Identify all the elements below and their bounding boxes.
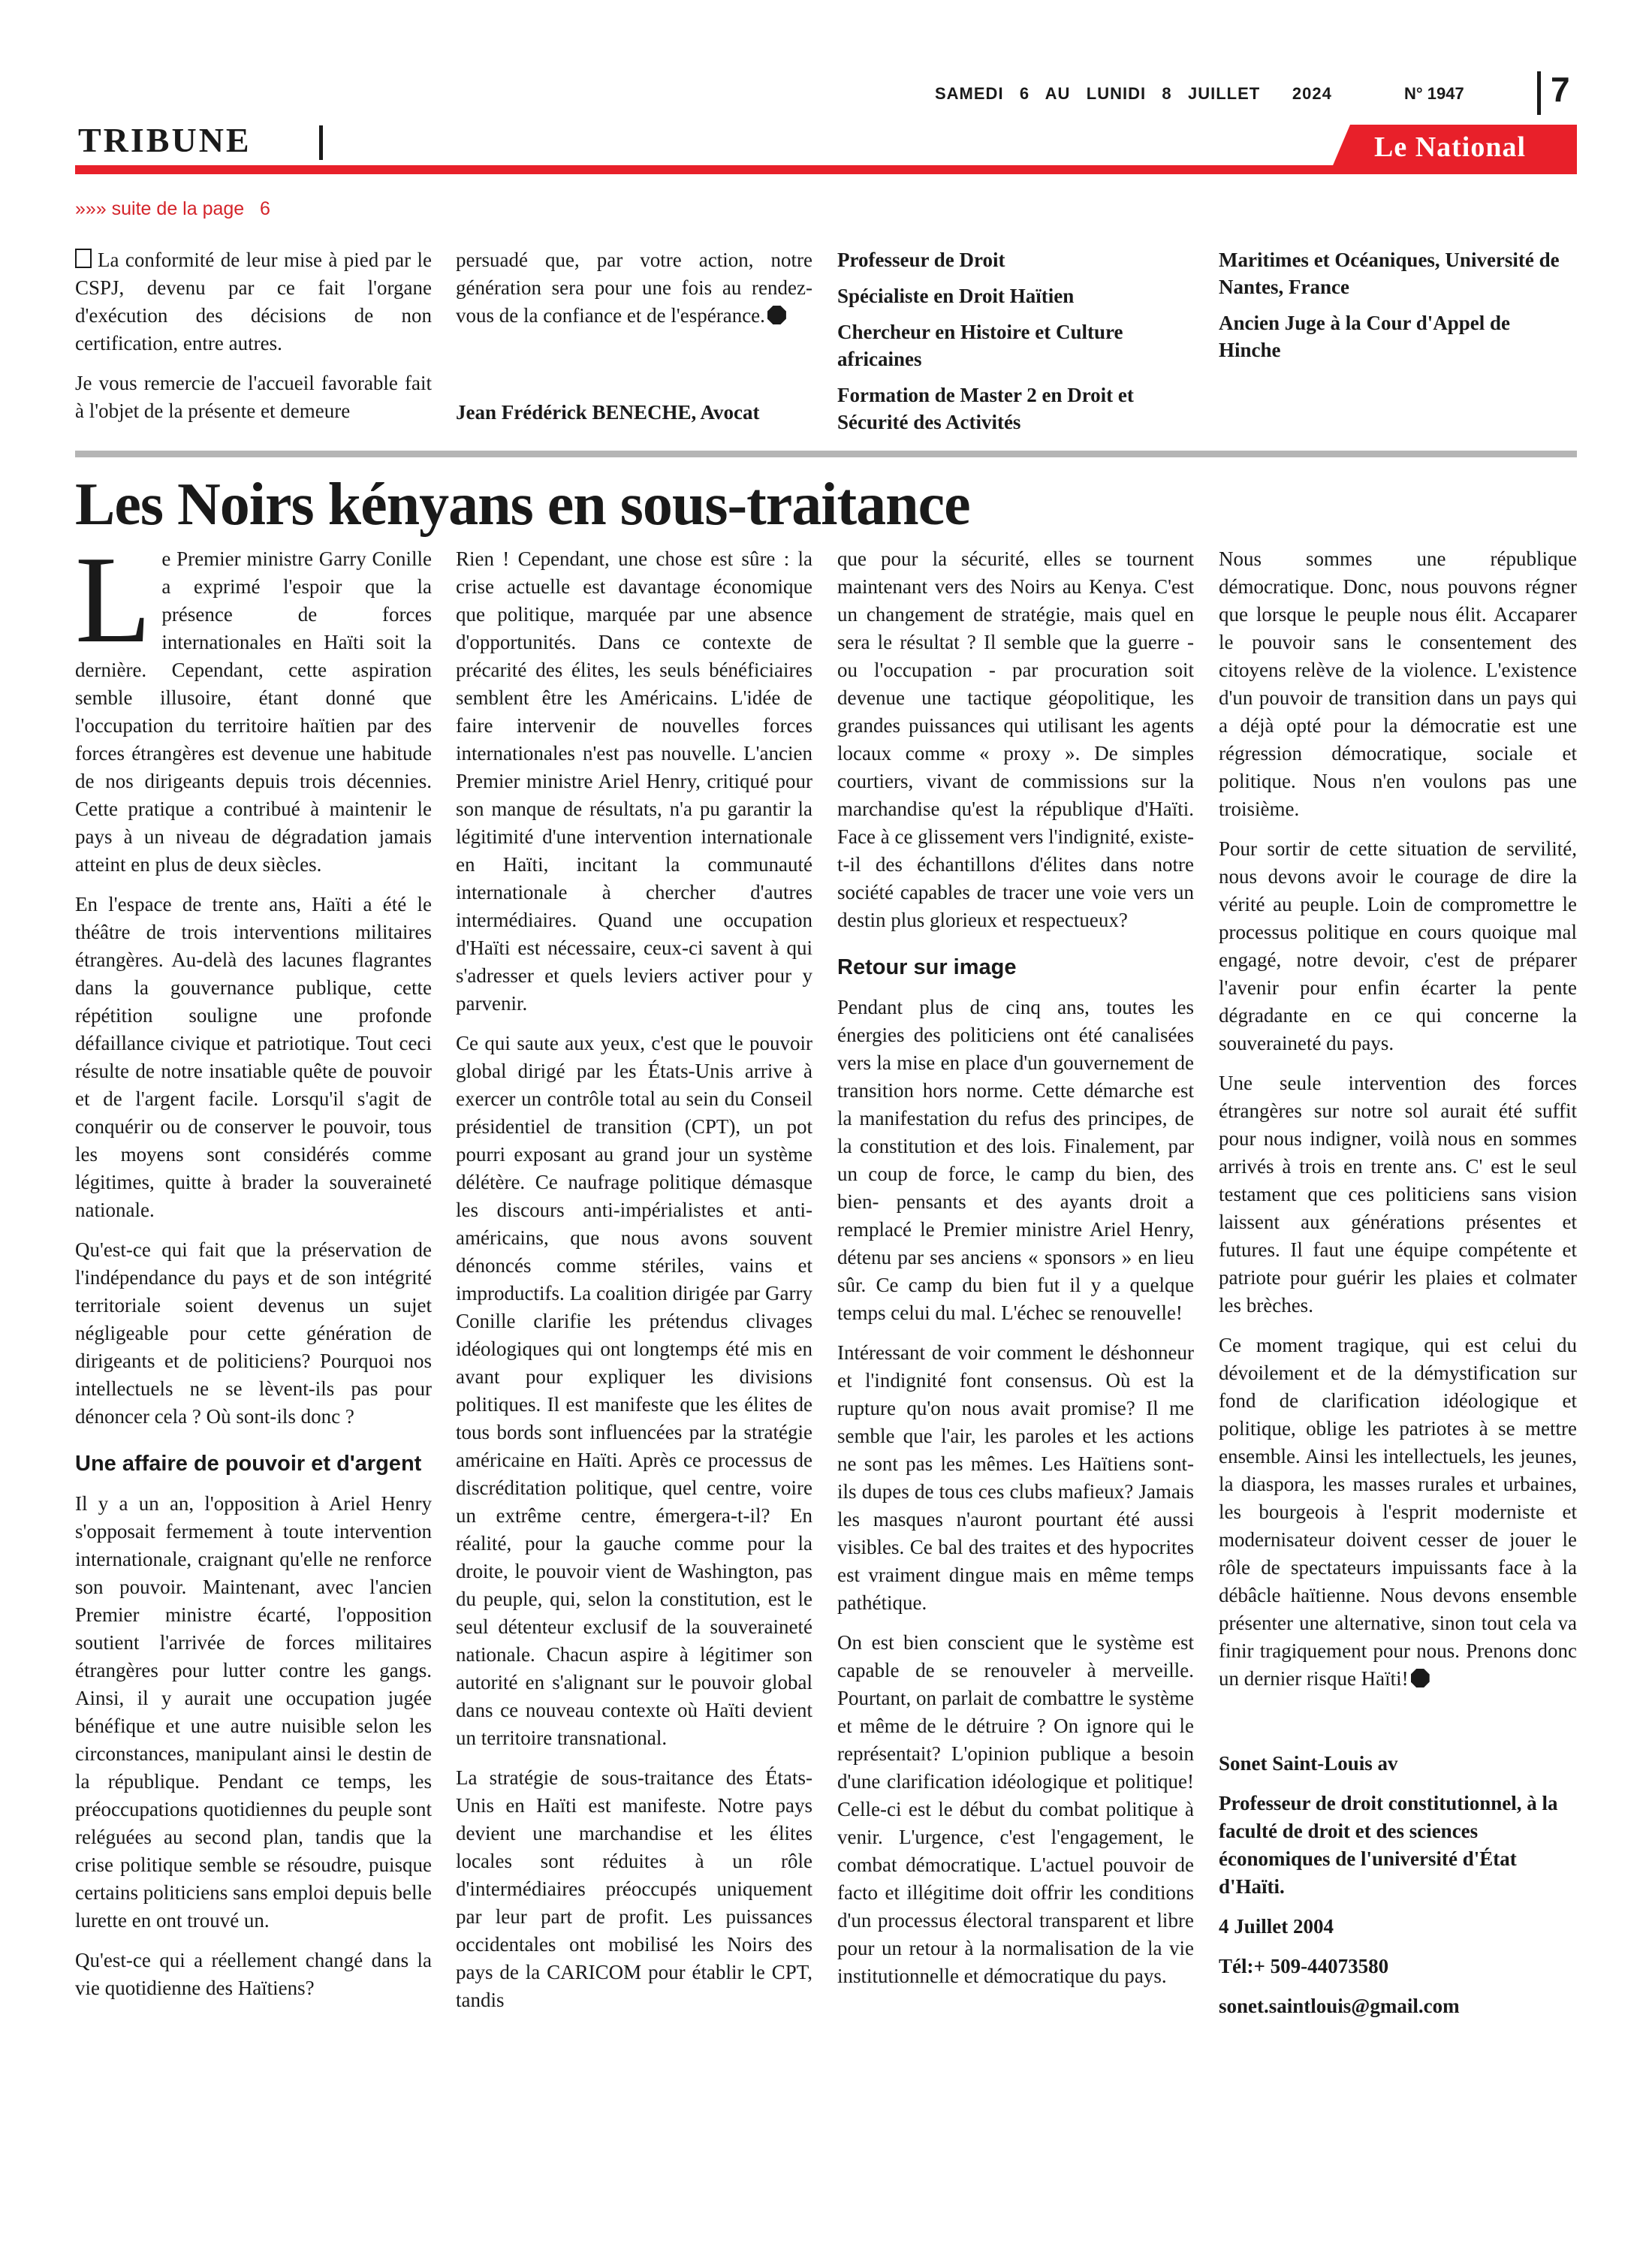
- paragraph: Ce moment tragique, qui est celui du dévoilement et de la démystification sur fond de clarification idéologique et politique, oblige les patriotes à se mettre ensemble. Ainsi les intellectuels, les jeunes, la diaspora, les masses rurales et urbaines, les bourgeois à l'esprit moderniste et modernisateur doivent cesser de jouer le rôle de spectateurs impuissants face à la débâcle haïtienne. Nous devons ensemble présenter une alternative, sinon tout cela va finir tragiquement pour nous. Prenons donc un dernier risque Haïti!: [1219, 1334, 1577, 1690]
- masthead-divider: [1537, 71, 1541, 115]
- subheading: Retour sur image: [837, 955, 1017, 979]
- paragraph: On est bien conscient que le système est capable de se renouveler à merveille. Pourtant, on parlait de combattre le système et même de le détruire ? On ignore qui le représentait? L'opinion publique a besoin d'une clarification idéologique et politique! Celle-ci est le début du combat politique à venir. L'urgence, c'est l'engagement, le combat démocratique. L'actuel pouvoir de facto et illégitime doit offrir les conditions d'un processus électoral transparent et libre pour un retour à la normalisation de la vie institutionnelle et démocratique du pays.: [837, 1631, 1194, 1987]
- paragraph: Rien ! Cependant, une chose est sûre : la crise actuelle est davantage économique que politique, marquée par une absence d'opportunités. Dans ce contexte de précarité des élites, les seuls bénéficiaires semblent être les Américains. L'idée de faire intervenir de nouvelles forces internationales n'est pas nouvelle. L'ancien Premier ministre Ariel Henry, critiqué pour son manque de résultats, n'a pu garantir la légitimité d'une intervention internationale en Haïti, incitant la communauté internationale à chercher d'autres intermédiaires. Quand une occupation d'Haïti est nécessaire, ceux-ci savent à qui s'adresser et quels leviers activer pour y parvenir.: [456, 547, 812, 1015]
- drop-cap: L: [75, 530, 152, 668]
- paragraph: En l'espace de trente ans, Haïti a été le théâtre de trois interventions militaires étrangères. Au-delà des lacunes flagrantes dans la gouvernance publique, cette répétition souligne une profonde défaillance civique et patriotique. Tout ceci résulte de notre insatiable quête de pouvoir et de l'argent facile. Lorsqu'il s'agit de conquérir ou de conserver le pouvoir, tous les moyens sont considérés comme légitimes, quitte à brader la souveraineté nationale.: [75, 893, 432, 1221]
- article-column-1: [75, 530, 432, 2014]
- author-name: Sonet Saint-Louis av: [1219, 1752, 1398, 1775]
- previous-author-credentials: [837, 246, 1194, 445]
- page-number: 7: [1551, 70, 1570, 109]
- author-phone: Tél:+ 509-44073580: [1219, 1955, 1389, 1977]
- paragraph: Qu'est-ce qui a réellement changé dans la vie quotidienne des Haïtiens?: [75, 1949, 432, 1999]
- previous-article-col2: [456, 246, 812, 342]
- section-divider: [319, 125, 323, 160]
- paragraph: Ce qui saute aux yeux, c'est que le pouvoir global dirigé par les États-Unis arrive à exercer un contrôle total au sein du Conseil présidentiel de transition (CPT), un pot pourri exposant au grand jour un système délétère. Ce naufrage politique démasque les discours anti-impérialistes et anti-américains, que nous avons souvent dénoncés comme stériles, vains et improductifs. La coalition dirigée par Garry Conille clarifie les prétendus clivages idéologiques qui ont longtemps été mis en avant pour expliquer les divisions politiques. Il est manifeste que les élites de tous bords sont influencées par la stratégie américaine en Haïti. Après ce processus de discréditation politique, quel centre, voire un extrême centre, émergera-t-il? En réalité, pour la gauche comme pour la droite, le pouvoir vient de Washington, pas du peuple, qui, selon la constitution, est le seul détenteur exclusif de la souveraineté nationale. Chacun aspire à légitimer son autorité en s'alignant sur le pouvoir global dans ce nouveau contexte où Haïti devient un territoire transnational.: [456, 1032, 812, 1749]
- paragraph: Qu'est-ce qui fait que la préservation de l'indépendance du pays et de son intégrité territoriale soient devenus un sujet négligeable pour cette génération de dirigeants et de politiciens? Pourquoi nos intellectuels ne se lèvent-ils pas pour dénoncer cela ? Où sont-ils donc ?: [75, 1238, 432, 1428]
- paragraph: Une seule intervention des forces étrangères sur notre sol aurait été suffit pour nous indigner, voilà nous en sommes arrivés à trois en trente ans. C' est le seul testament que ces politiciens sans vision laissent aux générations présentes et futures. Il faut une équipe compétente et patriote pour guérir les plaies et colmater les brèches.: [1219, 1072, 1577, 1317]
- paragraph: Il y a un an, l'opposition à Ariel Henry s'opposait fermement à toute intervention internationale, craignant qu'elle ne renforce son pouvoir. Maintenant, avec l'ancien Premier ministre écarté, l'opposition soutient l'arrivée de forces militaires étrangères pour lutter contre les gangs. Ainsi, il y aurait une occupation jugée bénéfique et une autre nuisible selon les circonstances, manipulant ainsi le destin de la république. Pendant ce temps, les préoccupations quotidiennes du peuple sont reléguées au second plan, tandis que la crise politique semble se résoudre, puisque certains politiciens sans emploi depuis belle lurette en ont trouvé un.: [75, 1492, 432, 1932]
- author-date: 4 Juillet 2004: [1219, 1915, 1334, 1938]
- publication-name: Le National: [1374, 131, 1527, 163]
- credential: Spécialiste en Droit Haïtien: [837, 285, 1075, 307]
- bullet-box-icon: [75, 249, 92, 268]
- article-column-3: [837, 545, 1194, 2002]
- credential: Chercheur en Histoire et Culture africaines: [837, 321, 1123, 370]
- paragraph: Intéressant de voir comment le déshonneur et l'indignité font consensus. Où est la rupture qu'on nous avait promise? Il me semble que l'air, les paroles et les actions ne sont pas les mêmes. Les Haïtiens sont-ils dupes de tous ces clubs mafieux? Jamais les masques n'auront pourtant été aussi visibles. Ce bal des traites et des hypocrites est vraiment dingue mais en même temps pathétique.: [837, 1341, 1194, 1614]
- previous-article-col1: [75, 246, 432, 437]
- paragraph: Pendant plus de cinq ans, toutes les énergies des politiciens ont été canalisées vers la mise en place d'un gouvernement de transition hors norme. Cette démarche est la manifestation du refus des principes, de la constitution et des lois. Finalement, par un coup de force, le camp du bien, des bien- pensants et des ayants droit a remplacé le Premier ministre Ariel Henry, détenu par ses anciens « sponsors » en lieu sûr. Ce camp du bien fut il y a quelque temps celui du mal. L'échec se renouvelle!: [837, 996, 1194, 1324]
- previous-article-signature: Jean Frédérick BENECHE, Avocat: [456, 401, 760, 424]
- paragraph: La conformité de leur mise à pied par le CSPJ, devenu par ce fait l'organe d'exécution des décisions de non certification, entre autres.: [75, 249, 432, 354]
- continued-from: »»» suite de la page 6: [75, 198, 270, 219]
- end-mark-icon: [1411, 1669, 1430, 1687]
- article-separator: [75, 451, 1577, 457]
- author-block: [1219, 1750, 1577, 2020]
- subheading: Une affaire de pouvoir et d'argent: [75, 1452, 422, 1476]
- article-column-4: [1219, 545, 1577, 2032]
- paragraph: persuadé que, par votre action, notre génération sera pour une fois au rendez-vous de la confiance et de l'espérance.: [456, 249, 812, 327]
- article-headline: Les Noirs kényans en sous-traitance: [75, 472, 970, 538]
- author-title: Professeur de droit constitutionnel, à la faculté de droit et des sciences économiques de l'université d'État d'Haïti.: [1219, 1792, 1558, 1898]
- paragraph: Pour sortir de cette situation de servilité, nous devons avoir le courage de dire la vérité au peuple. Loin de compromettre le processus politique en cours quoique mal engagé, notre devoir, c'est de préparer l'avenir pour enfin écarter la pente dégradante en ce qui concerne la souveraineté du pays.: [1219, 837, 1577, 1054]
- issue-date: SAMEDI 6 AU LUNIDI 8 JUILLET 2024: [935, 84, 1332, 103]
- paragraph: Je vous remercie de l'accueil favorable fait à l'objet de la présente et demeure: [75, 372, 432, 422]
- lead-paragraph: Le Premier ministre Garry Conille a exprimé l'espoir que la présence de forces internationales en Haïti soit la dernière. Cependant, cette aspiration semble illusoire, étant donné que l'occupation du territoire haïtien par des forces étrangères est devenue une habitude de nos dirigeants depuis trois décennies. Cette pratique a contribué à maintenir le pays à un niveau de dégradation jamais atteint en plus de deux siècles.: [75, 530, 432, 876]
- credential: Ancien Juge à la Cour d'Appel de Hinche: [1219, 312, 1511, 361]
- article-column-2: [456, 545, 812, 2026]
- credential: Formation de Master 2 en Droit et Sécurité des Activités: [837, 384, 1134, 433]
- paragraph: que pour la sécurité, elles se tournent maintenant vers des Noirs au Kenya. C'est un changement de stratégie, mais quel en sera le résultat ? Il semble que la guerre - ou l'occupation - par procuration soit devenue une tactique géopolitique, les grandes puissances qui utilisant les agents locaux comme « proxy ». De simples courtiers, vivant de commissions sur la marchandise qu'est la république d'Haïti. Face à ce glissement vers l'indignité, existe-t-il des échantillons d'élites dans notre société capables de tracer une voie vers un destin plus glorieux et respectueux?: [837, 547, 1194, 931]
- credential: Professeur de Droit: [837, 249, 1005, 271]
- author-email: sonet.saintlouis@gmail.com: [1219, 1995, 1460, 2017]
- issue-number: N° 1947: [1404, 84, 1464, 103]
- section-title: TRIBUNE: [78, 121, 252, 159]
- paragraph: La stratégie de sous-traitance des États-Unis en Haïti est manifeste. Notre pays devient une marchandise et les élites locales sont réduites à un rôle d'intermédiaires préoccupés uniquement par leur part de profit. Les puissances occidentales ont mobilisé les Noirs des pays de la CARICOM pour établir le CPT, tandis: [456, 1766, 812, 2011]
- paragraph: Nous sommes une république démocratique. Donc, nous pouvons régner que lorsque le peuple nous élit. Accaparer le pouvoir sans le consentement des citoyens relève de la violence. L'existence d'un pouvoir de transition dans un pays qui a déjà opté pour la démocratie est une régression démocratique, sociale et politique. Nous n'en voulons pas une troisième.: [1219, 547, 1577, 820]
- end-mark-icon: [767, 306, 786, 324]
- previous-author-credentials-cont: [1219, 246, 1577, 372]
- credential: Maritimes et Océaniques, Université de Nantes, France: [1219, 249, 1560, 298]
